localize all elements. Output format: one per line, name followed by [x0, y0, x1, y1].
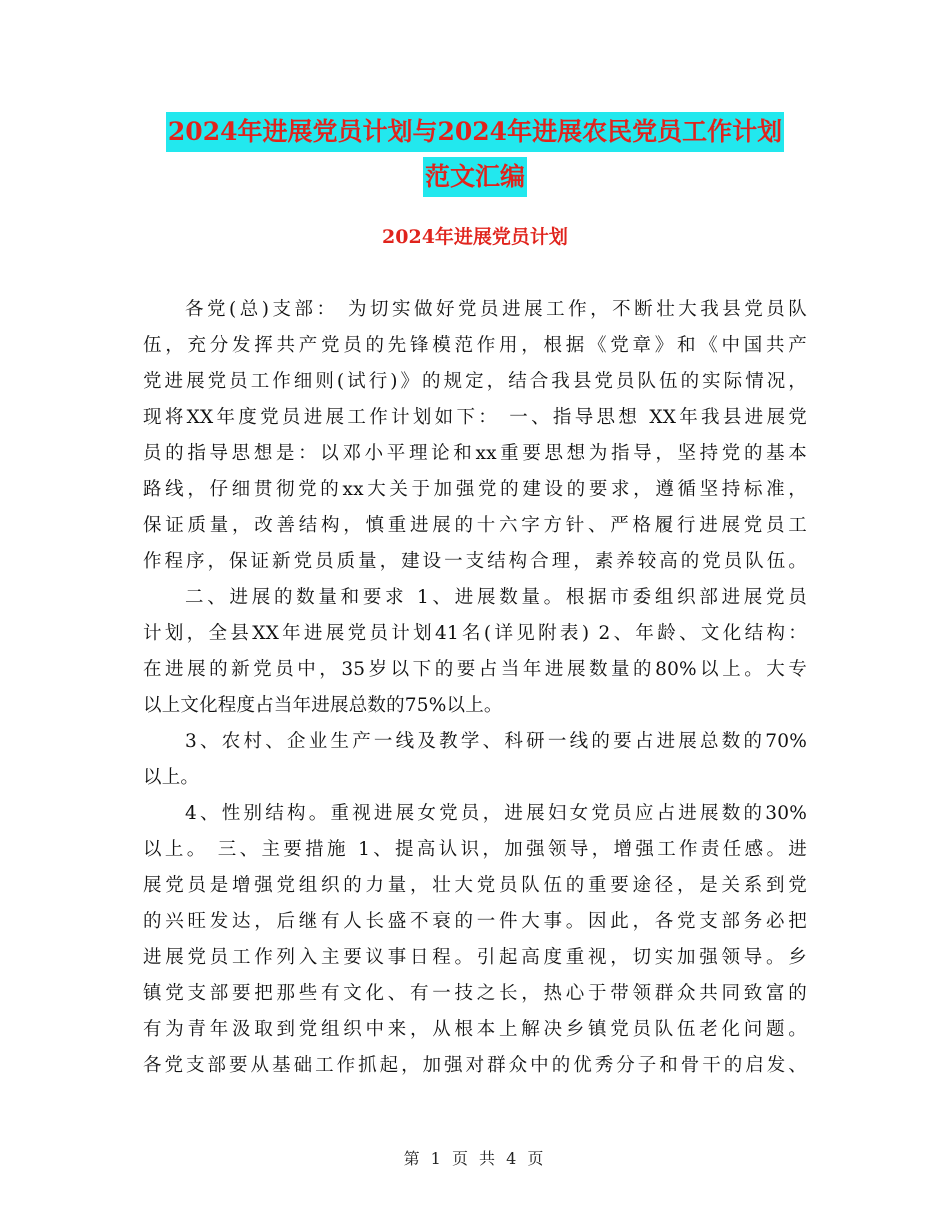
document-body [143, 292, 807, 1084]
paragraph-line: 计划，全县XX年进展党员计划41名(详见附表) 2、年龄、文化结构： [143, 623, 807, 644]
page-footer: 第 1 页 共 4 页 [403, 1149, 547, 1168]
paragraph-line: 现将XX年度党员进展工作计划如下： 一、指导思想 XX年我县进展党 [143, 407, 807, 428]
section-title: 2024年进展党员计划 [382, 226, 568, 248]
paragraph-line: 保证质量，改善结构，慎重进展的十六字方针、严格履行进展党员工 [143, 515, 807, 536]
paragraph-line: 在进展的新党员中，35岁以下的要占当年进展数量的80%以上。大专 [143, 659, 807, 680]
paragraph-line: 3、农村、企业生产一线及教学、科研一线的要占进展总数的70% [185, 731, 807, 752]
paragraph-line: 党进展党员工作细则(试行)》的规定，结合我县党员队伍的实际情况， [143, 371, 807, 392]
paragraph-line: 路线，仔细贯彻党的xx大关于加强党的建设的要求，遵循坚持标准， [143, 479, 807, 500]
paragraph-line: 以上。 [143, 767, 200, 788]
title-line-2: 范文汇编 [423, 157, 527, 197]
paragraph-line: 各党支部要从基础工作抓起，加强对群众中的优秀分子和骨干的启发、 [143, 1055, 807, 1076]
document-title [0, 112, 950, 200]
paragraph-line: 作程序，保证新党员质量，建设一支结构合理，素养较高的党员队伍。 [143, 551, 807, 572]
paragraph-line: 二、进展的数量和要求 1、进展数量。根据市委组织部进展党员 [185, 587, 807, 608]
paragraph-line: 伍，充分发挥共产党员的先锋模范作用，根据《党章》和《中国共产 [143, 335, 807, 356]
paragraph-line: 的兴旺发达，后继有人长盛不衰的一件大事。因此，各党支部务必把 [143, 911, 807, 932]
paragraph-line: 展党员是增强党组织的力量，壮大党员队伍的重要途径，是关系到党 [143, 875, 807, 896]
paragraph-line: 进展党员工作列入主要议事日程。引起高度重视，切实加强领导。乡 [143, 947, 807, 968]
paragraph-line: 有为青年汲取到党组织中来，从根本上解决乡镇党员队伍老化问题。 [143, 1019, 807, 1040]
paragraph-line: 各党(总)支部： 为切实做好党员进展工作，不断壮大我县党员队 [185, 299, 807, 320]
paragraph-line: 镇党支部要把那些有文化、有一技之长，热心于带领群众共同致富的 [143, 983, 807, 1004]
title-line-1: 2024年进展党员计划与2024年进展农民党员工作计划 [166, 112, 784, 152]
paragraph-line: 员的指导思想是：以邓小平理论和xx重要思想为指导，坚持党的基本 [143, 443, 807, 464]
paragraph-line: 以上文化程度占当年进展总数的75%以上。 [143, 695, 503, 716]
paragraph-line: 以上。 三、主要措施 1、提高认识，加强领导，增强工作责任感。进 [143, 839, 807, 860]
paragraph-line: 4、性别结构。重视进展女党员，进展妇女党员应占进展数的30% [185, 803, 807, 824]
